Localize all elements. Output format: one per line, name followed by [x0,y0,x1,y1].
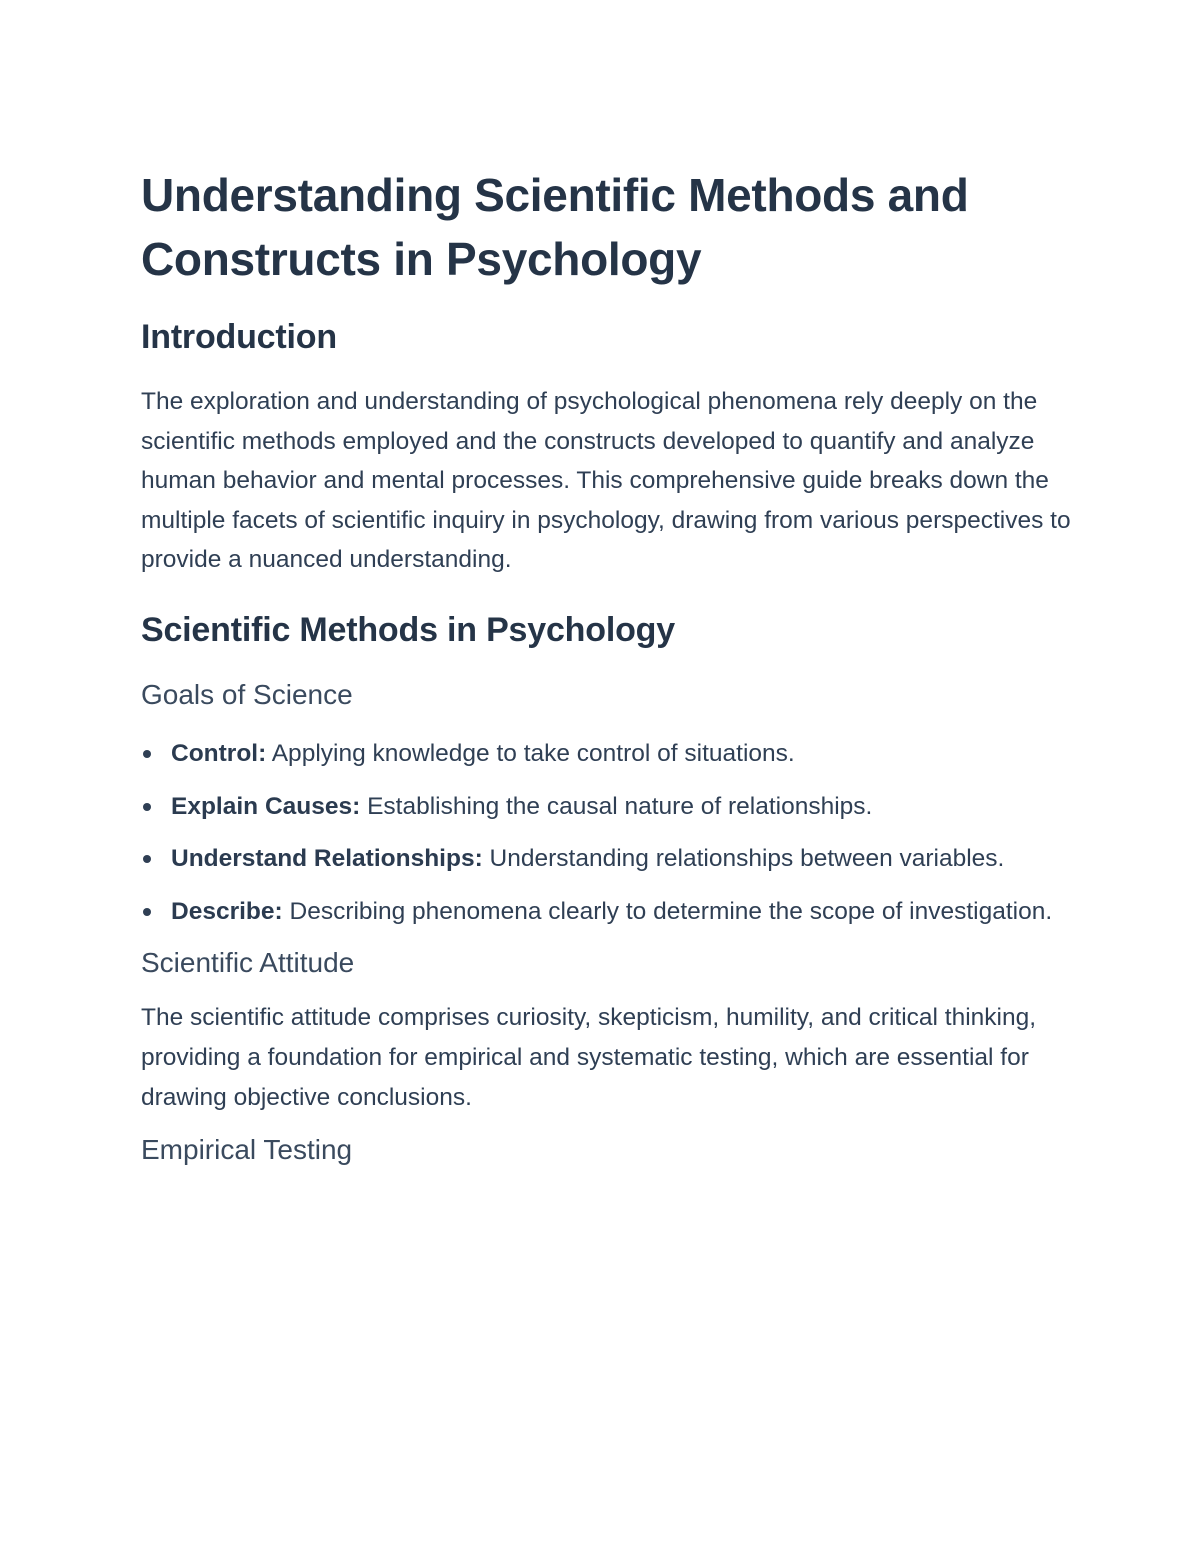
scientific-methods-heading: Scientific Methods in Psychology [141,610,675,649]
goals-of-science-heading: Goals of Science [141,678,353,710]
list-item-separator: : [274,897,283,925]
page-title: Understanding Scientific Methods and Constructs in Psychology [141,169,969,285]
list-item-description: Applying knowledge to take control of situations. [266,739,795,767]
bullet-icon [143,908,151,916]
list-item-term: Control [171,739,259,767]
list-item [141,892,1071,932]
list-item-separator: : [258,739,267,767]
list-item-separator: : [352,792,361,820]
bullet-icon [143,803,151,811]
list-item-term: Understand Relationships [171,845,475,873]
empirical-testing-heading: Empirical Testing [141,1134,353,1166]
bullet-icon [143,855,151,863]
bullet-icon [143,750,151,758]
introduction-paragraph: The exploration and understanding of psychological phenomena rely deeply on the scientific methods employed and the constructs developed to quantify and analyze human behavior and mental processes. This comprehensive guide breaks down the multiple facets of scientific inquiry in psychology, drawing from various perspectives to provide a nuanced understanding. [141,388,1071,574]
list-item-separator: : [474,845,483,873]
list-item-term: Describe [171,897,275,925]
list-item-term: Explain Causes [171,792,353,820]
list-item [141,839,1071,879]
list-item-description: Understanding relationships between variables. [482,845,1005,873]
list-item [141,787,1071,827]
document-page [141,163,1071,1169]
scientific-attitude-paragraph: The scientific attitude comprises curiosity, skepticism, humility, and critical thinking, providing a foundation for empirical and systematic testing, which are essential for drawing objective conclusions. [141,1004,1037,1111]
goals-list [141,734,1071,931]
list-item-description: Establishing the causal nature of relationships. [360,792,873,820]
introduction-heading: Introduction [141,318,337,356]
list-item-description: Describing phenomena clearly to determine the scope of investigation. [282,897,1053,925]
scientific-attitude-heading: Scientific Attitude [141,947,355,979]
list-item [141,734,1071,774]
